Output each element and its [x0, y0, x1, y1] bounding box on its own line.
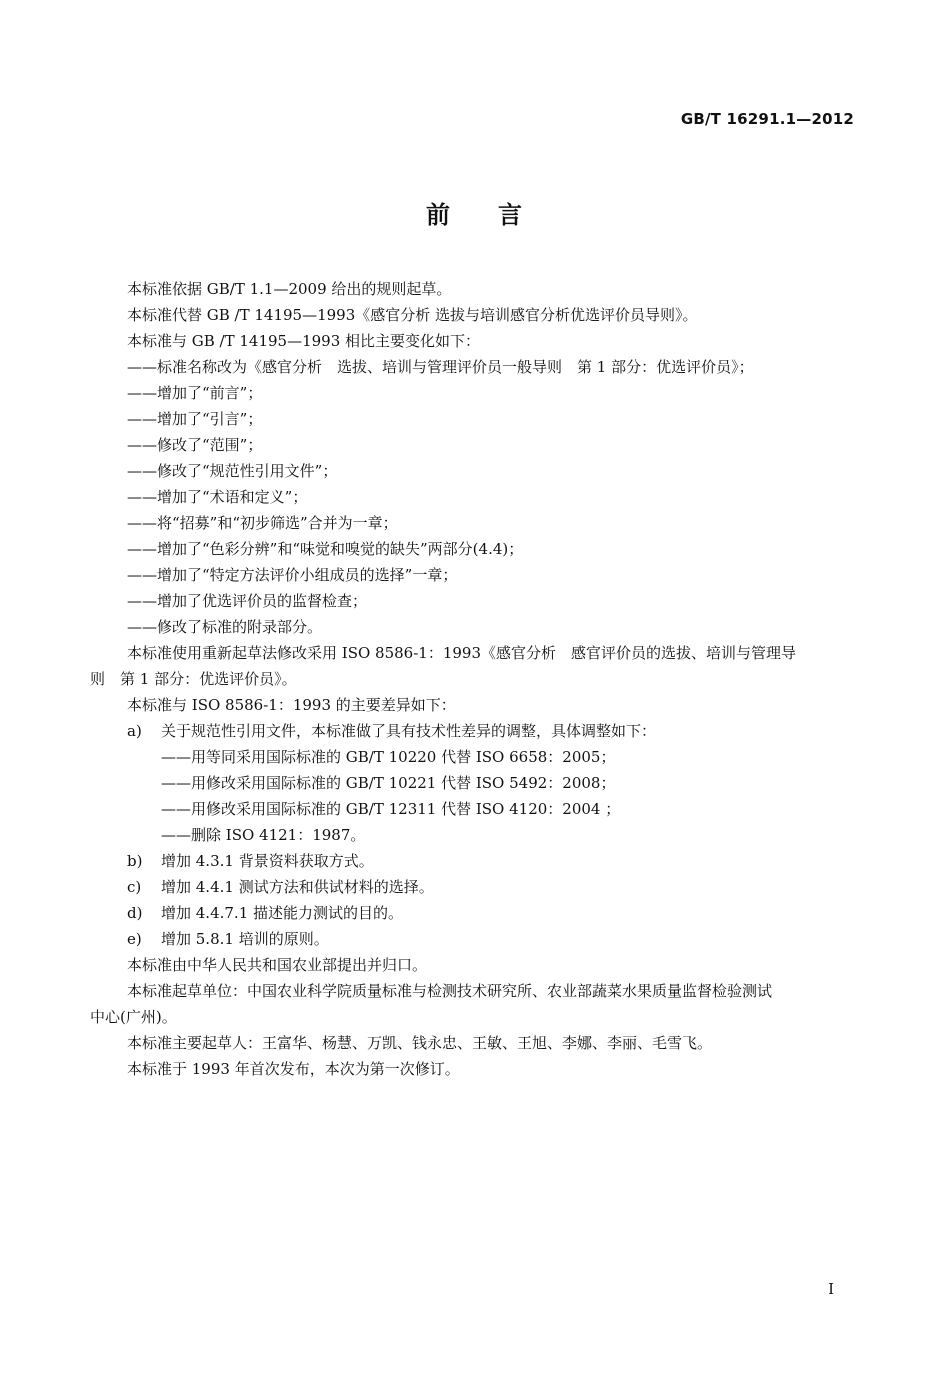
- item-text: 关于规范性引用文件，本标准做了具有技术性差异的调整，具体调整如下：: [161, 722, 657, 740]
- paragraph-drafters: 本标准主要起草人：王富华、杨慧、万凯、钱永忠、王敏、王旭、李娜、李丽、毛雪飞。: [127, 1034, 713, 1052]
- page-number: I: [828, 1280, 834, 1298]
- paragraph-drafting-units-line2: 中心(广州)。: [90, 1008, 177, 1026]
- item-text: 增加 4.3.1 背景资料获取方式。: [161, 852, 374, 870]
- paragraph-history: 本标准于 1993 年首次发布，本次为第一次修订。: [127, 1060, 460, 1078]
- item-label: c): [127, 878, 142, 896]
- difference-item-c: [90, 874, 858, 900]
- sub-item: ——用等同采用国际标准的 GB/T 10220 代替 ISO 6658：2005；: [161, 748, 616, 766]
- difference-item-a: [90, 718, 858, 744]
- change-list: [90, 354, 858, 640]
- change-item: ——标准名称改为《感官分析 选拔、培训与管理评价员一般导则 第 1 部分：优选评价员》；: [127, 358, 754, 376]
- title-char-2: 言: [498, 201, 524, 229]
- paragraph-proposer: 本标准由中华人民共和国农业部提出并归口。: [127, 956, 428, 974]
- sub-item: ——用修改采用国际标准的 GB/T 12311 代替 ISO 4120：2004 ；: [161, 800, 621, 818]
- item-label: e): [127, 930, 142, 948]
- page-title: [0, 195, 950, 230]
- sub-item: ——用修改采用国际标准的 GB/T 10221 代替 ISO 5492：2008；: [161, 774, 616, 792]
- sub-item: ——删除 ISO 4121：1987。: [161, 826, 366, 844]
- paragraph-drafting-rules: 本标准依据 GB/T 1.1—2009 给出的规则起草。: [127, 280, 452, 298]
- difference-item-e: [90, 926, 858, 952]
- paragraph-changes-intro: 本标准与 GB /T 14195—1993 相比主要变化如下：: [127, 332, 481, 350]
- paragraph-adoption-line1: 本标准使用重新起草法修改采用 ISO 8586-1：1993《感官分析 感官评价员的选拔、培训与管理导: [127, 644, 796, 662]
- paragraph-adoption-line2: 则 第 1 部分：优选评价员》。: [90, 670, 297, 688]
- change-item: ——增加了“引言”；: [127, 410, 263, 428]
- item-label: a): [127, 722, 142, 740]
- item-text: 增加 4.4.1 测试方法和供试材料的选择。: [161, 878, 434, 896]
- change-item: ——修改了“规范性引用文件”；: [127, 462, 338, 480]
- paragraph-differences-intro: 本标准与 ISO 8586-1：1993 的主要差异如下：: [127, 696, 456, 714]
- difference-item-d: [90, 900, 858, 926]
- change-item: ——增加了“特定方法评价小组成员的选择”一章；: [127, 566, 458, 584]
- change-item: ——增加了“术语和定义”；: [127, 488, 308, 506]
- item-label: b): [127, 852, 143, 870]
- paragraph-replaces: 本标准代替 GB /T 14195—1993《感官分析 选拔与培训感官分析优选评价员导则》。: [127, 306, 698, 324]
- change-item: ——修改了“范围”；: [127, 436, 263, 454]
- paragraph-drafting-units-line1: 本标准起草单位：中国农业科学院质量标准与检测技术研究所、农业部蔬菜水果质量监督检验测试: [127, 982, 773, 1000]
- item-text: 增加 5.8.1 培训的原则。: [161, 930, 329, 948]
- change-item: ——增加了“前言”；: [127, 384, 263, 402]
- change-item: ——修改了标准的附录部分。: [127, 618, 323, 636]
- change-item: ——增加了优选评价员的监督检查；: [127, 592, 368, 610]
- change-item: ——增加了“色彩分辨”和“味觉和嗅觉的缺失”两部分(4.4)；: [127, 540, 524, 558]
- item-label: d): [127, 904, 143, 922]
- item-text: 增加 4.4.7.1 描述能力测试的目的。: [161, 904, 404, 922]
- standard-code: GB/T 16291.1—2012: [680, 110, 854, 128]
- title-char-1: 前: [426, 201, 452, 229]
- difference-item-b: [90, 848, 858, 874]
- change-item: ——将“招募”和“初步筛选”合并为一章；: [127, 514, 398, 532]
- foreword-body: [90, 276, 858, 1082]
